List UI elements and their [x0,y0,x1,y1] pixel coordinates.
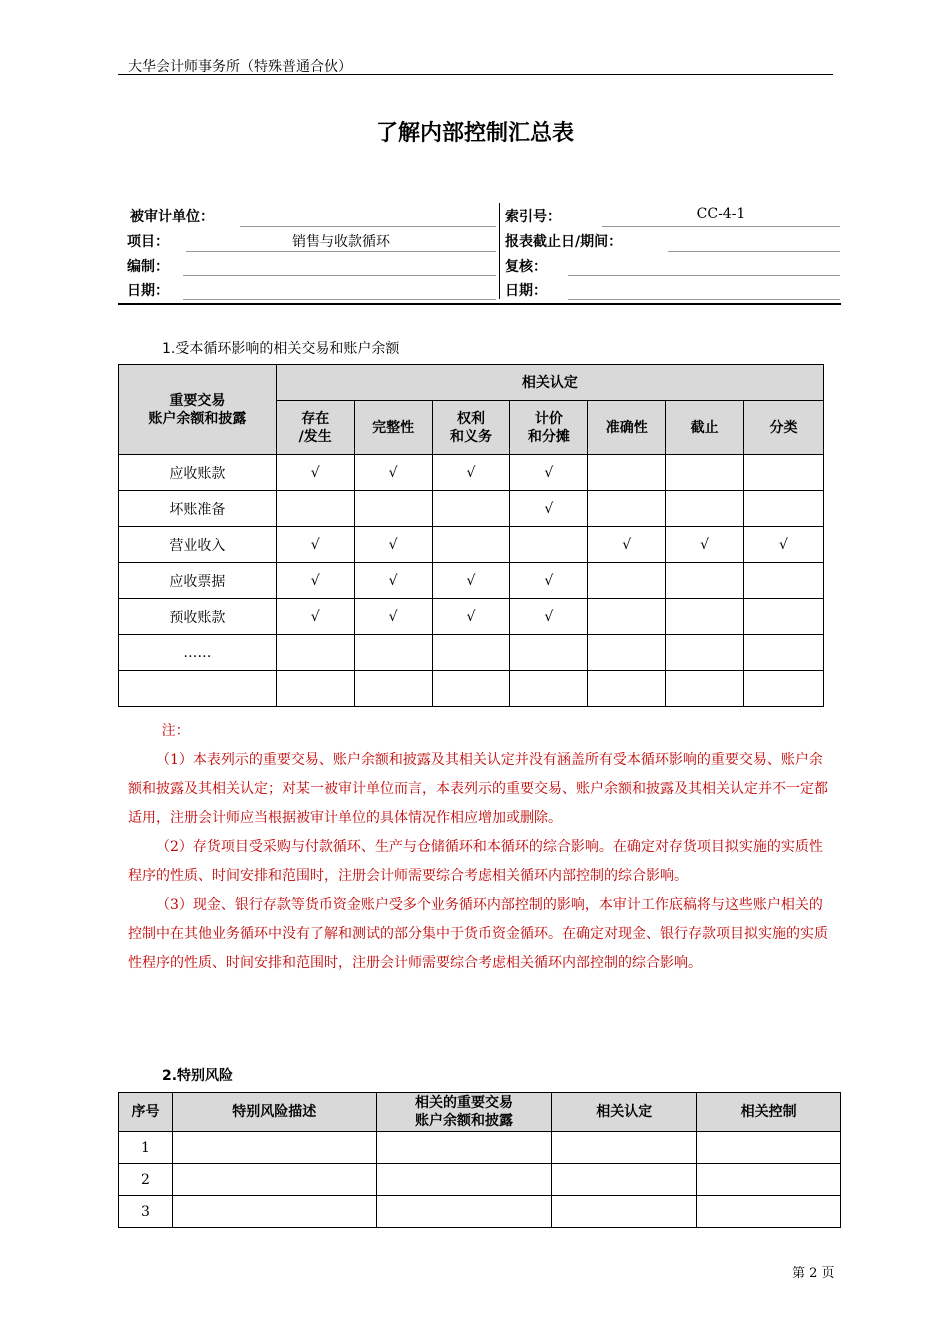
assertion-col-line1: 准确性 [605,419,648,436]
note-1: （1）本表列示的重要交易、账户余额和披露及其相关认定并没有涵盖所有受本循环影响的重要交易、账户余额和披露及其相关认定；对某一被审计单位而言，本表列示的重要交易、账户余额和披露及其相关认定并不一定都适用，注册会计师应当根据被审计单位的具体情况作相应增加或删除。 [128,752,828,826]
assertion-cell [744,491,824,527]
assertion-cell: √ [276,527,354,563]
table-row [119,671,824,707]
assertion-col-line1: 截止 [690,419,719,436]
assertion-cell [588,635,666,671]
assertion-cell [432,635,510,671]
assertion-cell [276,671,354,707]
assertion-cell [588,671,666,707]
page-number: 第 2 页 [792,1266,835,1281]
empty-cell [552,1164,697,1196]
index-value: CC-4-1 [696,206,746,222]
col-control: 相关控制 [697,1093,841,1132]
header-rule [118,74,833,75]
table-row [119,1196,841,1228]
notes-heading: 注： [161,723,190,739]
assertion-col-header [666,401,744,455]
project-value: 销售与收款循环 [292,234,390,250]
assertion-cell: √ [354,527,432,563]
assertion-col-line1: 完整性 [372,419,415,436]
table-row [119,491,824,527]
assertion-col-line2: 和分摊 [527,428,570,445]
empty-cell [172,1132,376,1164]
index-label: 索引号： [505,209,561,225]
assertion-cell [744,455,824,491]
header-divider [499,203,500,299]
assertion-cell [666,635,744,671]
empty-cell [552,1132,697,1164]
unit-label: 被审计单位： [130,209,214,225]
empty-cell [376,1132,552,1164]
account-name [119,671,277,707]
assertion-col-line2: /发生 [298,428,332,445]
assertion-cell [432,491,510,527]
assertion-cell: √ [510,599,588,635]
account-name: 应收账款 [119,455,277,491]
empty-cell [697,1196,841,1228]
date-label-left: 日期： [127,283,169,299]
assertion-cell [744,671,824,707]
section1-title: 1.受本循环影响的相关交易和账户余额 [162,341,400,357]
page-title: 了解内部控制汇总表 [375,121,574,146]
reviewed-label: 复核： [505,259,547,275]
assertion-cell: √ [432,455,510,491]
assertion-col-header [354,401,432,455]
empty-cell [552,1196,697,1228]
date-underline-left [183,299,496,300]
section2-title: 2.特别风险 [162,1068,234,1084]
period-underline [668,251,840,252]
index-underline [602,226,840,227]
assertion-cell [432,671,510,707]
row-header-line2: 账户余额和披露 [148,410,247,427]
col-related-accounts [376,1093,552,1132]
assertion-col-line1: 分类 [769,419,798,436]
assertion-cell [588,491,666,527]
table-row [119,563,824,599]
assertion-cell: √ [510,491,588,527]
prepared-underline [183,275,496,276]
assertion-cell [744,563,824,599]
assertion-cell [510,635,588,671]
table-row [119,527,824,563]
project-label: 项目： [127,234,169,250]
group-header: 相关认定 [276,365,823,401]
reviewed-underline [568,275,840,276]
assertion-cell [588,599,666,635]
empty-cell [697,1132,841,1164]
row-number: 3 [119,1196,173,1228]
assertion-col-line1: 计价 [534,410,563,427]
assertion-cell [432,527,510,563]
special-risk-table [118,1092,841,1228]
empty-cell [172,1164,376,1196]
notes [128,717,834,978]
assertion-col-header [588,401,666,455]
assertion-cell: √ [744,527,824,563]
col-assertion: 相关认定 [552,1093,697,1132]
assertion-cell: √ [354,599,432,635]
assertions-table [118,364,824,707]
assertion-cell: √ [354,563,432,599]
assertion-cell [510,527,588,563]
col-risk-desc: 特别风险描述 [172,1093,376,1132]
empty-cell [172,1196,376,1228]
account-name: …… [119,635,277,671]
assertion-cell [666,563,744,599]
col-related-accounts-line2: 账户余额和披露 [415,1113,514,1129]
empty-cell [697,1164,841,1196]
assertion-col-line1: 权利 [456,410,485,427]
row-number: 1 [119,1132,173,1164]
row-header-line1: 重要交易 [169,392,226,409]
table-row [119,1132,841,1164]
table-row [119,599,824,635]
assertion-cell [588,563,666,599]
assertion-cell [666,599,744,635]
assertion-cell [354,635,432,671]
unit-underline [240,226,496,227]
assertion-cell [744,599,824,635]
assertion-cell: √ [432,563,510,599]
account-name: 预收账款 [119,599,277,635]
assertion-cell: √ [432,599,510,635]
assertion-cell [744,635,824,671]
header-bottom-rule [118,303,841,305]
assertion-cell [666,491,744,527]
account-name: 营业收入 [119,527,277,563]
assertion-col-header [276,401,354,455]
account-name: 应收票据 [119,563,277,599]
assertion-cell: √ [510,563,588,599]
assertion-col-header [432,401,510,455]
note-2: （2）存货项目受采购与付款循环、生产与仓储循环和本循环的综合影响。在确定对存货项目拟实施的实质性程序的性质、时间安排和范围时，注册会计师需要综合考虑相关循环内部控制的综合影响。 [128,839,823,884]
note-3: （3）现金、银行存款等货币资金账户受多个业务循环内部控制的影响，本审计工作底稿将与这些账户相关的控制中在其他业务循环中没有了解和测试的部分集中于货币资金循环。在确定对现金、银行存款项目拟实施的实质性程序的性质、时间安排和范围时，注册会计师需要综合考虑相关循环内部控制的综合影响。 [128,897,828,971]
col-related-accounts-line1: 相关的重要交易 [415,1095,514,1111]
assertion-cell: √ [588,527,666,563]
date-underline-right [568,299,840,300]
project-underline [186,251,496,252]
account-name: 坏账准备 [119,491,277,527]
empty-cell [376,1164,552,1196]
table-row [119,635,824,671]
col-seq: 序号 [119,1093,173,1132]
empty-cell [376,1196,552,1228]
assertion-cell: √ [510,455,588,491]
assertion-cell [354,491,432,527]
assertion-col-line1: 存在 [301,410,330,427]
row-number: 2 [119,1164,173,1196]
row-header-cell [119,365,277,455]
assertion-cell: √ [276,563,354,599]
period-label: 报表截止日/期间： [505,234,623,250]
assertion-cell [276,635,354,671]
assertion-cell: √ [666,527,744,563]
prepared-label: 编制： [127,259,169,275]
assertion-cell [588,455,666,491]
assertion-cell [354,671,432,707]
table-row [119,1164,841,1196]
assertion-cell [666,455,744,491]
date-label-right: 日期： [505,283,547,299]
table-row [119,455,824,491]
assertion-cell: √ [354,455,432,491]
assertion-col-line2: 和义务 [449,428,492,445]
assertion-cell [510,671,588,707]
assertion-col-header [510,401,588,455]
firm-name: 大华会计师事务所（特殊普通合伙） [128,59,352,75]
assertion-cell [276,491,354,527]
assertion-cell: √ [276,599,354,635]
assertion-cell [666,671,744,707]
assertion-cell: √ [276,455,354,491]
assertion-col-header [744,401,824,455]
